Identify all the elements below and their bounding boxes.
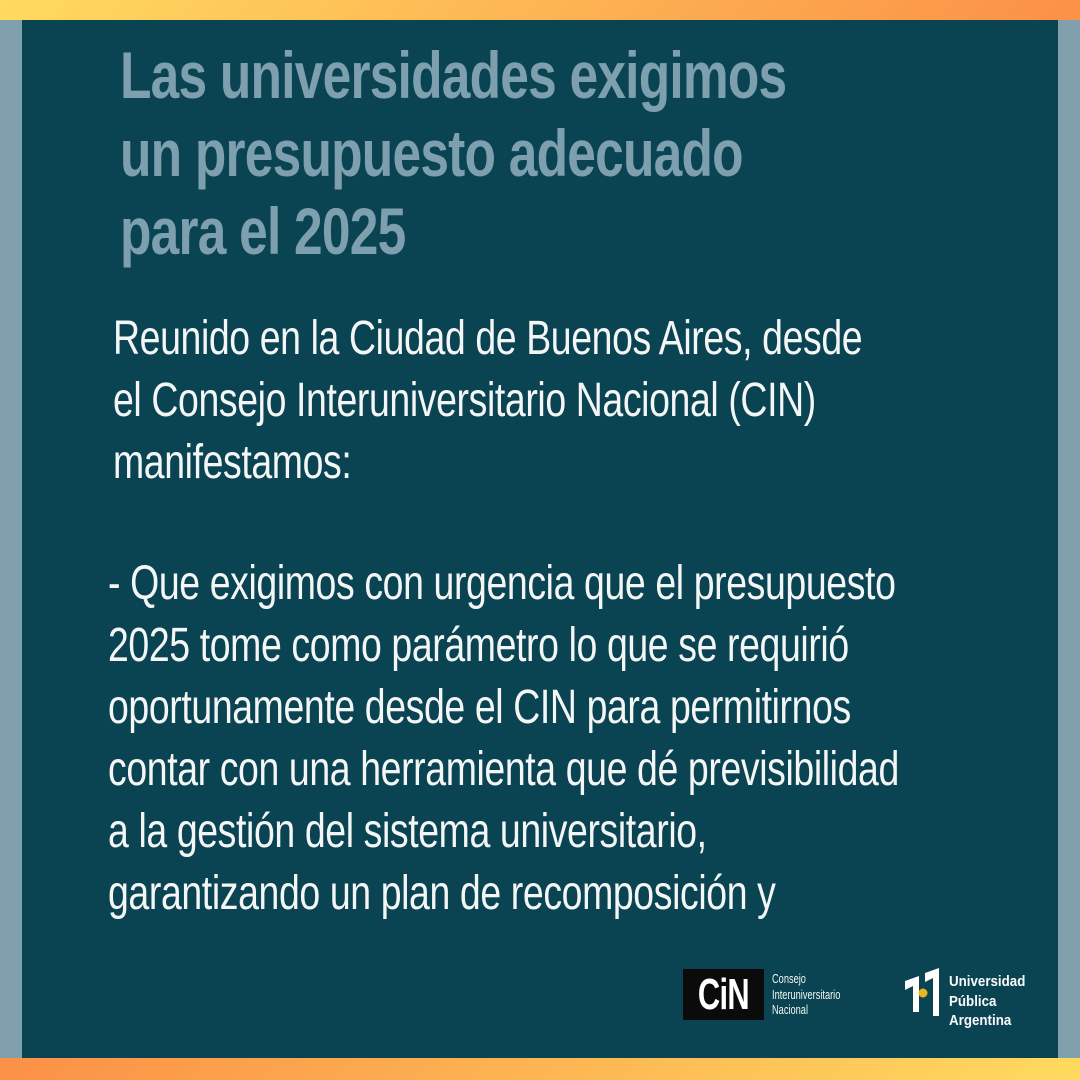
demand-line-1: - Que exigimos con urgencia que el presupuesto (108, 557, 896, 610)
intro-line-2: el Consejo Interuniversitario Nacional (CIN) (113, 374, 816, 427)
upa-text-line-1: Universidad (949, 974, 1026, 990)
upa-text-line-2: Pública (949, 993, 997, 1010)
paragraph-intro (113, 308, 862, 494)
upa-logo-text (949, 966, 1025, 1032)
title-line-1: Las universidades exigimos (120, 38, 787, 112)
cin-logo-caption (772, 969, 840, 1020)
title-line-3: para el 2025 (120, 194, 406, 268)
upa-logo-mark-icon (903, 966, 943, 1022)
demand-line-3: oportunamente desde el CIN para permitirnos (108, 681, 851, 734)
demand-line-6: garantizando un plan de recomposición y (108, 867, 776, 920)
intro-line-3: manifestamos: (113, 436, 352, 489)
demand-line-5: a la gestión del sistema universitario, (108, 805, 707, 858)
demand-line-2: 2025 tome como parámetro lo que se requirió (108, 619, 849, 672)
upa-text-line-3: Argentina (949, 1013, 1012, 1029)
poster-title (120, 36, 786, 270)
demand-line-4: contar con una herramienta que dé previsibilidad (108, 743, 899, 796)
upa-logo (903, 966, 1032, 1032)
cin-wordmark: CiN (698, 969, 749, 1019)
cin-caption-line-3: Nacional (772, 1003, 808, 1017)
intro-line-1: Reunido en la Ciudad de Buenos Aires, desde (113, 312, 863, 365)
cin-logo (683, 969, 864, 1020)
cin-caption-line-2: Interuniversitario (772, 987, 841, 1002)
cin-logo-box (683, 969, 764, 1020)
cin-caption-line-1: Consejo (772, 972, 806, 986)
upa-yellow-dot (919, 989, 928, 998)
paragraph-demand (108, 553, 899, 925)
title-line-2: un presupuesto adecuado (120, 116, 743, 190)
